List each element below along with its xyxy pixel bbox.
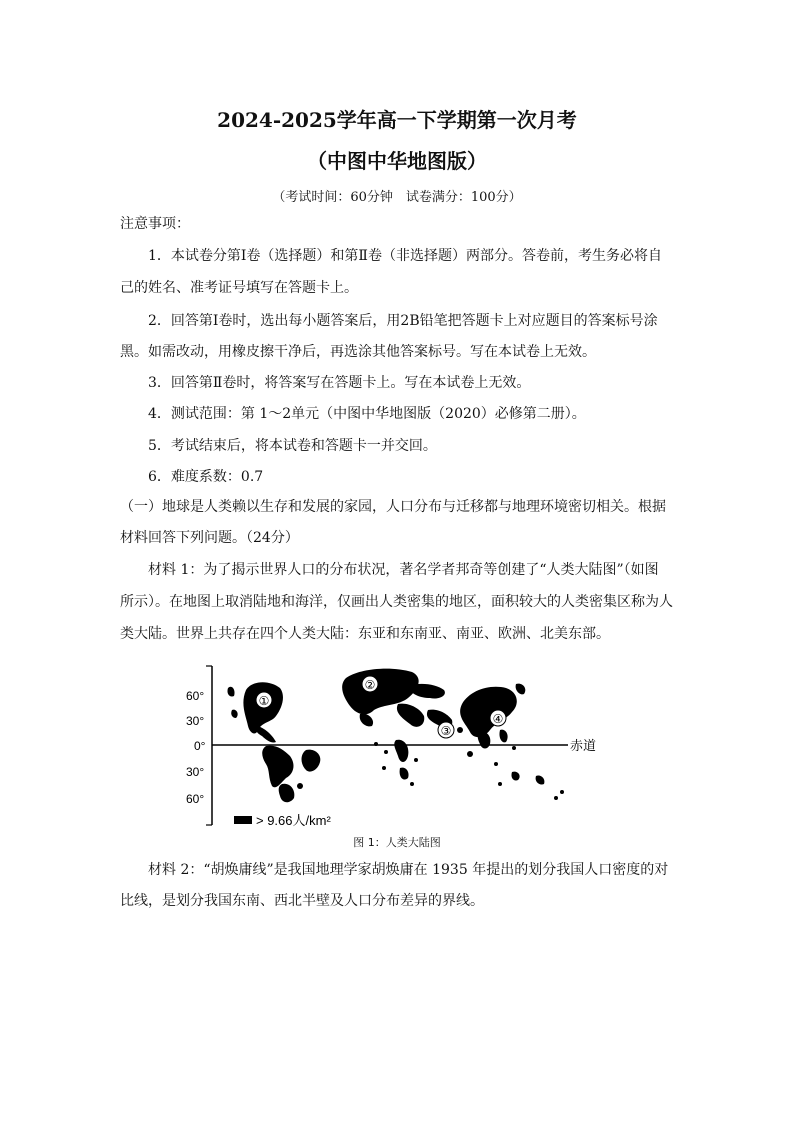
material1-line-3: 类大陆。世界上共存在四个人类大陆：东亚和东南亚、南亚、欧洲、北美东部。 xyxy=(120,626,610,642)
note-5: 5．考试结束后，将本试卷和答题卡一并交回。 xyxy=(148,438,437,454)
equator-label: 赤道 xyxy=(570,738,597,753)
document-subtitle: （中图中华地图版） xyxy=(307,149,487,173)
dot xyxy=(384,750,388,754)
east-asia-small-blob xyxy=(516,684,526,695)
central-america-blob xyxy=(255,726,276,743)
dot xyxy=(467,751,473,757)
dot xyxy=(410,782,414,786)
dot xyxy=(512,746,516,750)
legend-swatch xyxy=(234,816,252,824)
north-america-small-blob xyxy=(227,687,234,697)
oceania-blob xyxy=(536,775,545,784)
note-6: 6．难度系数：0.7 xyxy=(148,469,264,485)
note-4: 4．测试范围：第 1～2单元（中图中华地图版（2020）必修第二册）。 xyxy=(148,406,586,422)
dot xyxy=(297,783,303,789)
marker-2: ② xyxy=(364,678,376,692)
lat-label-0: 0° xyxy=(194,739,206,753)
marker-4: ④ xyxy=(492,712,504,726)
south-america-blob xyxy=(302,750,321,772)
dot xyxy=(498,782,502,786)
dot xyxy=(457,727,463,733)
se-asia-blob xyxy=(499,730,507,743)
europe-small-blob xyxy=(360,714,373,727)
south-america-blob xyxy=(279,784,295,803)
human-continent-map xyxy=(0,660,794,840)
north-america-small-blob xyxy=(231,710,237,718)
note-3: 3．回答第Ⅱ卷时，将答案写在答题卡上。写在本试卷上无效。 xyxy=(148,375,531,391)
note-2-line-1: 2．回答第Ⅰ卷时，选出每小题答案后，用2B铅笔把答题卡上对应题目的答案标号涂 xyxy=(148,313,658,329)
se-asia-blob xyxy=(478,732,491,749)
note-2-line-2: 黑。如需改动，用橡皮擦干净后，再选涂其他答案标号。写在本试卷上无效。 xyxy=(120,344,596,360)
material2-line-1: 材料 2：“胡焕庸线”是我国地理学家胡焕庸在 1935 年提出的划分我国人口密度的对 xyxy=(148,862,669,878)
notes-heading: 注意事项： xyxy=(120,216,190,232)
dot xyxy=(374,742,378,746)
dot xyxy=(382,766,386,770)
dot xyxy=(414,758,418,762)
middle-east-blob xyxy=(397,704,424,727)
oceania-blob xyxy=(511,772,519,781)
note-1-line-2: 己的姓名、准考证号填写在答题卡上。 xyxy=(120,280,358,296)
legend-label: > 9.66人/km² xyxy=(256,813,331,828)
lat-label-60n: 60° xyxy=(186,689,205,703)
material1-line-2: 所示）。在地图上取消陆地和海洋，仅画出人类密集的地区，面积较大的人类密集区称为人 xyxy=(120,594,673,610)
africa-blob xyxy=(400,768,409,780)
russia-blob xyxy=(408,684,445,699)
section1-line-1: （一）地球是人类赖以生存和发展的家园，人口分布与迁移都与地理环境密切相关。根据 xyxy=(120,499,666,515)
material1-line-1: 材料 1：为了揭示世界人口的分布状况，著名学者邦奇等创建了“人类大陆图”（如图 xyxy=(148,562,659,578)
dot xyxy=(554,796,558,800)
note-1-line-1: 1．本试卷分第Ⅰ卷（选择题）和第Ⅱ卷（非选择题）两部分。答卷前，考生务必将自 xyxy=(148,248,662,264)
lat-label-60s: 60° xyxy=(186,792,205,806)
east-asia-blob xyxy=(460,687,517,737)
africa-blob xyxy=(394,740,408,762)
exam-info: （考试时间：60分钟 试卷满分：100分） xyxy=(272,190,522,205)
lat-label-30s: 30° xyxy=(186,765,205,779)
dot xyxy=(560,790,564,794)
marker-3: ③ xyxy=(440,724,452,738)
section1-line-2: 材料回答下列问题。（24分） xyxy=(120,530,299,546)
lat-label-30n: 30° xyxy=(186,714,205,728)
dot xyxy=(494,762,498,766)
south-america-blob xyxy=(262,746,293,788)
document-title: 2024-2025学年高一下学期第一次月考 xyxy=(217,108,577,132)
figure-caption: 图 1：人类大陆图 xyxy=(353,836,441,849)
marker-1: ① xyxy=(258,694,270,708)
material2-line-2: 比线，是划分我国东南、西北半壁及人口分布差异的界线。 xyxy=(120,893,484,909)
